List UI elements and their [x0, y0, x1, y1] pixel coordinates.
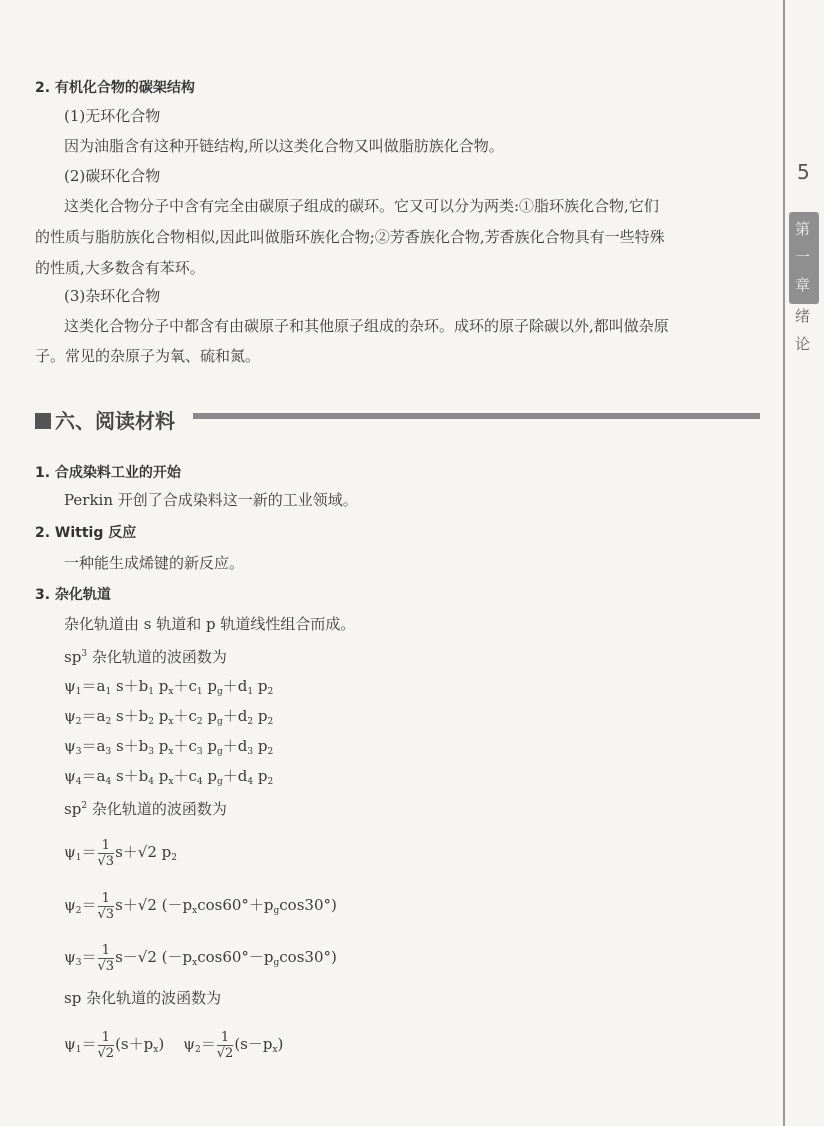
chapter-title-char: 绪	[795, 307, 811, 325]
item-title: 3. 杂化轨道	[35, 587, 111, 603]
square-bullet-icon	[35, 413, 51, 429]
chapter-title-char: 论	[795, 335, 811, 353]
equation: $\psi_2=$ $\frac{1}{√3}$ s＋√2 $(-p_x\cos 60^\circ+p_g\cos 30^\circ)$	[64, 890, 337, 922]
item-title: 1. 合成染料工业的开始	[35, 465, 181, 481]
equation: $\psi_3=a_3$ $s+b_3$ $p_x+c_3$ $p_g+d_3$ $p_2$	[64, 737, 274, 757]
item-text: Perkin 开创了合成染料这一新的工业领域。	[64, 491, 358, 509]
sp3-label-text: 杂化轨道的波函数为	[91, 648, 227, 666]
equation: $\psi_3=$ $\frac{1}{√3}$ s－√2 $(-p_x\cos 60^\circ-p_g\cos 30^\circ)$	[64, 942, 337, 974]
subheading: (1)无环化合物	[64, 107, 161, 125]
paragraph: 因为油脂含有这种开链结构,所以这类化合物又叫做脂肪族化合物。	[64, 137, 504, 155]
equation: $\psi_1=$ $\frac{1}{√2}$ $(s+p_x)$ $\psi_2=$ $\frac{1}{√2}$ $(s-p_x)$	[64, 1029, 284, 1061]
chapter-tab-char: 一	[795, 248, 811, 266]
page-number: 5	[797, 160, 810, 184]
heading-rule	[193, 413, 760, 419]
item-title: 2. Wittig 反应	[35, 525, 137, 541]
chapter-tab-char: 章	[795, 276, 811, 294]
equation: $\psi_4=a_4$ $s+b_4$ $p_x+c_4$ $p_g+d_4$ $p_2$	[64, 767, 274, 787]
item-text: 杂化轨道由 s 轨道和 p 轨道线性组合而成。	[64, 615, 356, 633]
sp-label: sp 杂化轨道的波函数为	[64, 989, 222, 1007]
item-text: 一种能生成烯键的新反应。	[64, 554, 245, 572]
page-edge-rule	[783, 0, 785, 1126]
section-6-title: 六、阅读材料	[55, 409, 175, 433]
subheading: (2)碳环化合物	[64, 167, 161, 185]
sp2-label: $sp^2$ 杂化轨道的波函数为	[64, 800, 227, 818]
section-6-heading	[35, 405, 175, 434]
section-heading: 2. 有机化合物的碳架结构	[35, 80, 195, 96]
equation: $\psi_1=$ $\frac{1}{√3}$ s＋√2 $p_2$	[64, 837, 177, 869]
paragraph-line: 这类化合物分子中都含有由碳原子和其他原子组成的杂环。成环的原子除碳以外,都叫做杂原	[64, 317, 669, 335]
paragraph-line: 这类化合物分子中含有完全由碳原子组成的碳环。它又可以分为两类:①脂环族化合物,它们	[64, 197, 659, 215]
paragraph-line: 的性质,大多数含有苯环。	[35, 259, 205, 277]
chapter-tab-char: 第	[795, 220, 811, 238]
equation: $\psi_2=a_2$ $s+b_2$ $p_x+c_2$ $p_g+d_2$ $p_2$	[64, 707, 274, 727]
paragraph-line: 的性质与脂肪族化合物相似,因此叫做脂环族化合物;②芳香族化合物,芳香族化合物具有一些特殊	[35, 228, 665, 246]
subheading: (3)杂环化合物	[64, 287, 161, 305]
paragraph-line: 子。常见的杂原子为氧、硫和氮。	[35, 347, 261, 365]
sp3-label: $sp^3$ 杂化轨道的波函数为	[64, 648, 227, 666]
equation: $\psi_1=a_1$ $s+b_1$ $p_x+c_1$ $p_g+d_1$ $p_2$	[64, 677, 274, 697]
sp2-label-text: 杂化轨道的波函数为	[91, 800, 227, 818]
